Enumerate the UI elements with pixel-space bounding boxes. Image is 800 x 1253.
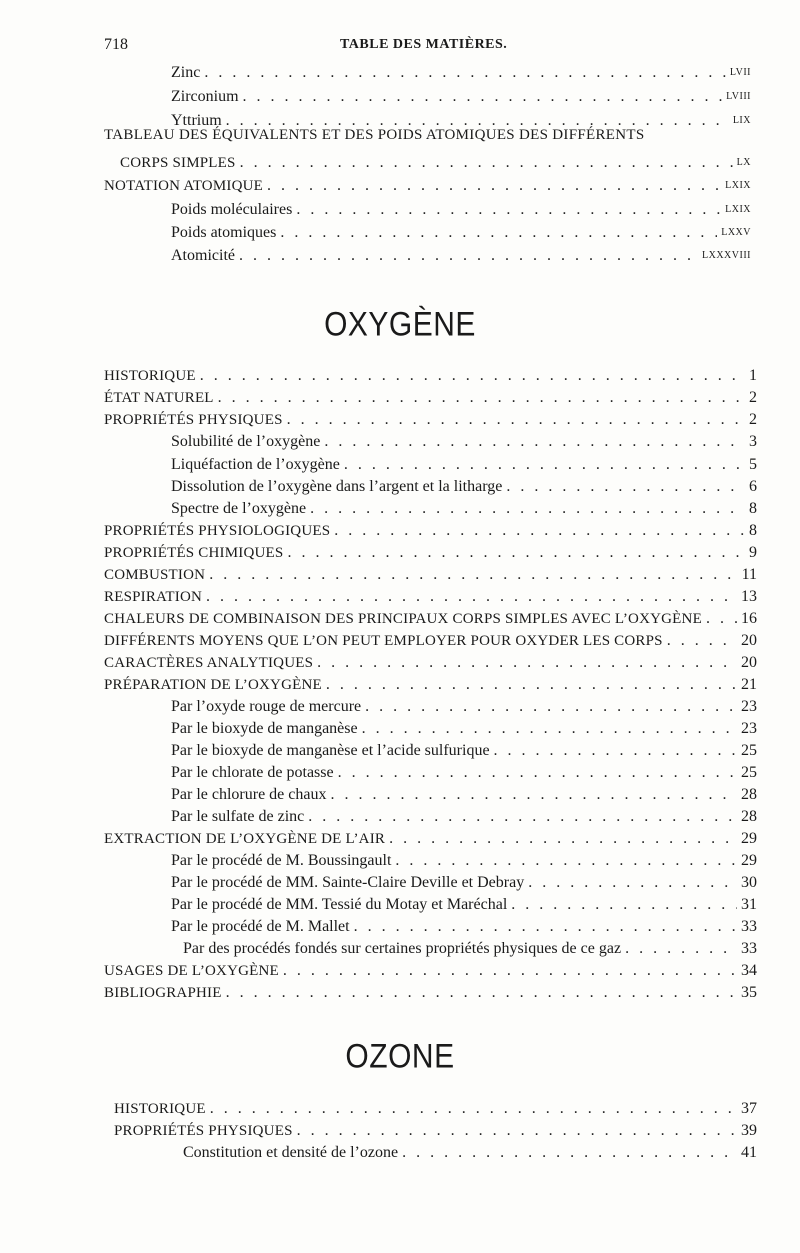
toc-entry (171, 916, 757, 938)
toc-entry-title: PROPRIÉTÉS PHYSIQUES (104, 412, 283, 428)
toc-entry-page: 29 (741, 852, 757, 869)
dot-leader (283, 960, 737, 982)
toc-entry-title: CHALEURS DE COMBINAISON DES PRINCIPAUX CORPS SIMPLES AVEC L’OXYGÈNE (104, 611, 702, 627)
dot-leader (317, 652, 737, 674)
toc-entry-title: COMBUSTION (104, 567, 206, 583)
dot-leader (209, 564, 737, 586)
dot-leader (395, 850, 737, 872)
toc-entry: Atomicité . . . LXXXVIII (171, 245, 751, 267)
toc-entry (104, 586, 757, 608)
dot-leader (330, 784, 737, 806)
toc-entry (171, 806, 757, 828)
toc-entry-page: 3 (749, 433, 757, 450)
toc-entry-title: USAGES DE L’OXYGÈNE (104, 963, 279, 979)
section-title-oxygene: OXYGÈNE (324, 305, 476, 344)
toc-entry: Zinc . . . LVII (171, 62, 751, 84)
toc-entry-page: 8 (749, 500, 757, 517)
dot-leader (402, 1142, 737, 1164)
toc-entry-page: 35 (741, 984, 757, 1001)
toc-entry-title: Par le chlorate de potasse (171, 764, 334, 781)
toc-entry (104, 409, 757, 431)
toc-entry-page: 8 (749, 522, 757, 539)
toc-entry (171, 850, 757, 872)
toc-entry-page: 6 (749, 478, 757, 495)
toc-entry (104, 828, 757, 850)
toc-entry (104, 387, 757, 409)
toc-entry (104, 542, 757, 564)
toc-entry-title: Liquéfaction de l’oxygène (171, 456, 340, 473)
toc-entry (104, 608, 757, 630)
dot-leader (326, 674, 737, 696)
toc-entry (171, 718, 757, 740)
dot-leader (511, 894, 737, 916)
toc-entry-title: Par le procédé de MM. Sainte-Claire Deville et Debray (171, 874, 525, 891)
toc-entry (171, 740, 757, 762)
toc-entry-page: 39 (741, 1122, 757, 1139)
dot-leader (324, 431, 745, 453)
dot-leader (210, 1098, 737, 1120)
toc-entry (114, 1098, 757, 1120)
toc-entry-title: EXTRACTION DE L’OXYGÈNE DE L’AIR (104, 831, 386, 847)
toc-entry-title: PRÉPARATION DE L’OXYGÈNE (104, 677, 322, 693)
dot-leader (706, 608, 737, 630)
dot-leader (506, 476, 745, 498)
dot-leader (338, 762, 737, 784)
dot-leader (218, 387, 745, 409)
toc-entry-title: Spectre de l’oxygène (171, 500, 307, 517)
toc-entry-title: Par le procédé de M. Boussingault (171, 852, 392, 869)
toc-entry-page: 2 (749, 389, 757, 406)
toc-entry (183, 938, 757, 960)
toc-entry (104, 365, 757, 387)
toc-entry: NOTATION ATOMIQUE . . . LXIX (104, 175, 751, 197)
dot-leader (200, 365, 745, 387)
toc-entry (104, 982, 757, 1004)
toc-entry-page: 2 (749, 411, 757, 428)
dot-leader (344, 454, 745, 476)
toc-entry-page: 28 (741, 786, 757, 803)
toc-entry-page: 11 (741, 566, 757, 583)
dot-leader (334, 520, 745, 542)
toc-entry-page: 25 (741, 742, 757, 759)
toc-entry-page: 20 (741, 654, 757, 671)
toc-entry (114, 1120, 757, 1142)
toc-entry-page: 29 (741, 830, 757, 847)
toc-entry (171, 431, 757, 453)
dot-leader (310, 498, 745, 520)
toc-entry (104, 630, 757, 652)
toc-entry-title: HISTORIQUE (114, 1101, 206, 1117)
toc-entry-page: 16 (741, 610, 757, 627)
toc-entry-title: CARACTÈRES ANALYTIQUES (104, 655, 314, 671)
toc-entry (171, 894, 757, 916)
toc-entry-title: Dissolution de l’oxygène dans l’argent et la litharge (171, 478, 503, 495)
dot-leader (297, 1120, 737, 1142)
toc-entry (171, 762, 757, 784)
toc-entry-title: Solubilité de l’oxygène (171, 433, 321, 450)
dot-leader (362, 718, 737, 740)
toc-entry-page: 33 (741, 918, 757, 935)
toc-entry-title: ÉTAT NATUREL (104, 390, 214, 406)
toc-entry-title: DIFFÉRENTS MOYENS QUE L’ON PEUT EMPLOYER POUR OXYDER LES CORPS (104, 633, 663, 649)
toc-entry-page: 5 (749, 456, 757, 473)
dot-leader (287, 409, 745, 431)
toc-entry (104, 652, 757, 674)
toc-entry: CORPS SIMPLES . . . LX (120, 152, 751, 174)
toc-entry-page: 21 (741, 676, 757, 693)
toc-entry-page: 37 (741, 1100, 757, 1117)
dot-leader (308, 806, 737, 828)
dot-leader (667, 630, 737, 652)
toc-entry-title: Par le procédé de M. Mallet (171, 918, 350, 935)
toc-entry-page: 31 (741, 896, 757, 913)
toc-entry-title: BIBLIOGRAPHIE (104, 985, 222, 1001)
page-number: 718 (104, 36, 128, 53)
dot-leader (354, 916, 737, 938)
dot-leader (389, 828, 737, 850)
section-title-ozone: OZONE (345, 1037, 455, 1076)
toc-entry: Poids atomiques . . . LXXV (171, 222, 751, 244)
toc-entry-page: 28 (741, 808, 757, 825)
toc-entry (104, 960, 757, 982)
toc-entry-title: Par le chlorure de chaux (171, 786, 327, 803)
toc-entry-page: 1 (749, 367, 757, 384)
dot-leader (528, 872, 737, 894)
toc-entry-page: 41 (741, 1144, 757, 1161)
dot-leader (287, 542, 745, 564)
toc-entry-page: 13 (741, 588, 757, 605)
toc-entry (104, 674, 757, 696)
toc-entry-page: 25 (741, 764, 757, 781)
toc-entry: Zirconium . . . LVIII (171, 86, 751, 108)
toc-entry (171, 784, 757, 806)
toc-entry (171, 696, 757, 718)
dot-leader (206, 586, 737, 608)
dot-leader (494, 740, 737, 762)
toc-entry-title: Par le bioxyde de manganèse (171, 720, 358, 737)
toc-entry-title: Par le sulfate de zinc (171, 808, 305, 825)
toc-entry-line1: TABLEAU DES ÉQUIVALENTS ET DES POIDS ATOMIQUES DES DIFFÉRENTS (104, 127, 645, 143)
toc-entry-page: 33 (741, 940, 757, 957)
toc-entry (104, 520, 757, 542)
toc-entry-page: 30 (741, 874, 757, 891)
toc-entry-title: Constitution et densité de l’ozone (183, 1144, 399, 1161)
dot-leader (365, 696, 737, 718)
toc-entry (171, 872, 757, 894)
toc-entry: Poids moléculaires . . . LXIX (171, 199, 751, 221)
toc-entry-page: 9 (749, 544, 757, 561)
toc-entry-page: 23 (741, 698, 757, 715)
toc-entry (104, 564, 757, 586)
toc-entry (183, 1142, 757, 1164)
toc-entry-title: PROPRIÉTÉS CHIMIQUES (104, 545, 284, 561)
running-header (104, 36, 760, 58)
toc-entry (171, 476, 757, 498)
toc-entry-title: Par l’oxyde rouge de mercure (171, 698, 362, 715)
toc-entry-title: Par le bioxyde de manganèse et l’acide sulfurique (171, 742, 490, 759)
toc-entry-page: 34 (741, 962, 757, 979)
toc-entry: Yttrium . . . LIX (171, 110, 751, 132)
toc-entry-title: Par le procédé de MM. Tessié du Motay et Maréchal (171, 896, 508, 913)
toc-entry (171, 454, 757, 476)
running-title: TABLE DES MATIÈRES. (340, 37, 508, 52)
toc-entry-title: RESPIRATION (104, 589, 203, 605)
toc-entry-title: Par des procédés fondés sur certaines propriétés physiques de ce gaz (183, 940, 622, 957)
toc-entry-title: HISTORIQUE (104, 368, 196, 384)
dot-leader (625, 938, 737, 960)
toc-entry (171, 498, 757, 520)
toc-entry-page: 20 (741, 632, 757, 649)
toc-entry-title: PROPRIÉTÉS PHYSIOLOGIQUES (104, 523, 331, 539)
toc-entry-page: 23 (741, 720, 757, 737)
toc-entry-title: PROPRIÉTÉS PHYSIQUES (114, 1123, 293, 1139)
dot-leader (226, 982, 737, 1004)
